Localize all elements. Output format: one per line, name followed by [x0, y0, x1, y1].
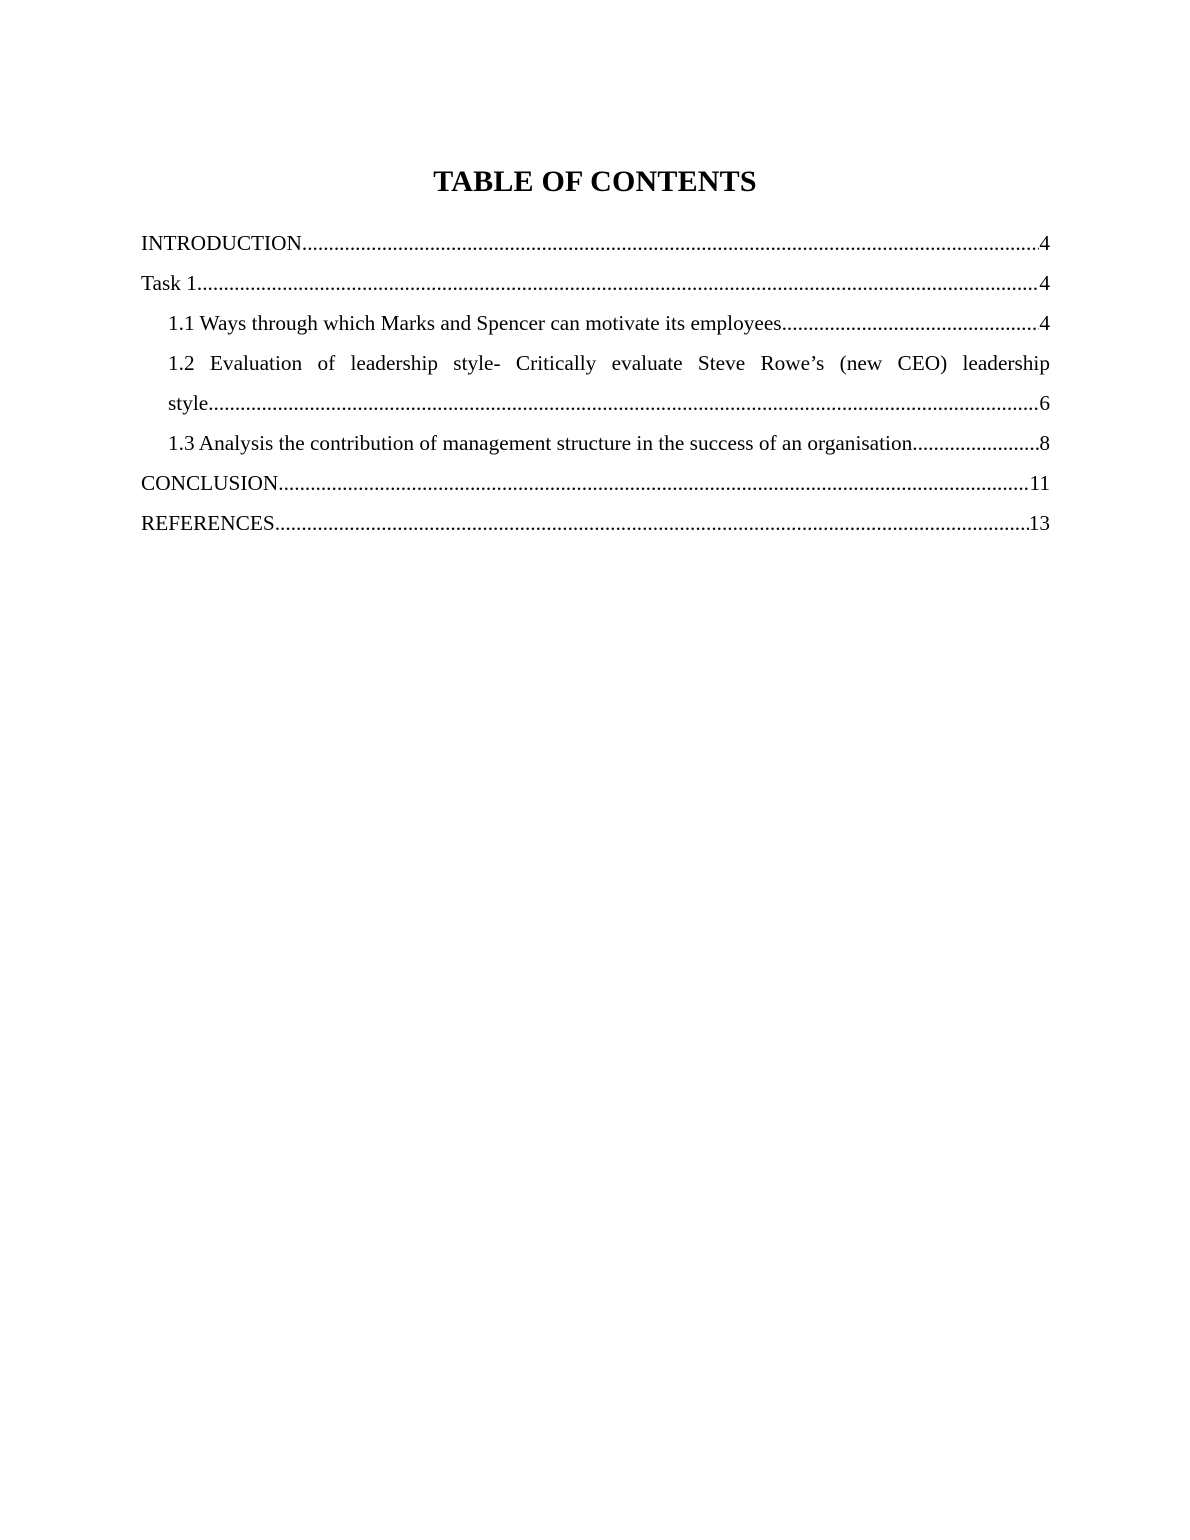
toc-entry-label: CONCLUSION — [141, 471, 279, 495]
toc-entry-references[interactable] — [141, 503, 1050, 543]
toc-entry-label: INTRODUCTION — [141, 231, 302, 255]
toc-entry-label-line-1: 1.2 Evaluation of leadership style- Critically evaluate Steve Rowe’s (new CEO) leadership — [168, 351, 1050, 375]
toc-entry-1-1[interactable] — [141, 303, 1050, 343]
toc-page-number: 4 — [1039, 231, 1050, 255]
toc-entry-task-1[interactable] — [141, 263, 1050, 303]
toc-leader-dots — [197, 263, 1039, 303]
toc-entry-1-2[interactable] — [141, 343, 1050, 423]
toc-page-number: 8 — [1039, 431, 1050, 455]
toc-entry-label-line-2: style — [168, 391, 209, 415]
toc-entry-introduction[interactable] — [141, 223, 1050, 263]
toc-page-number: 13 — [1028, 511, 1050, 535]
toc-page-number: 4 — [1039, 271, 1050, 295]
toc-entry-label: Task 1 — [141, 271, 197, 295]
toc-leader-dots — [208, 383, 1039, 423]
toc-leader-dots — [275, 503, 1029, 543]
toc-leader-dots — [912, 423, 1039, 463]
toc-leader-dots — [782, 303, 1040, 343]
toc-page-number: 4 — [1039, 311, 1050, 335]
toc-entry-1-3[interactable] — [141, 423, 1050, 463]
toc-leader-dots — [302, 223, 1039, 263]
table-of-contents — [141, 223, 1050, 543]
toc-page-number: 11 — [1029, 471, 1050, 495]
toc-entry-conclusion[interactable] — [141, 463, 1050, 503]
toc-entry-line-2 — [141, 383, 1050, 423]
toc-leader-dots — [278, 463, 1029, 503]
toc-entry-label: REFERENCES — [141, 511, 275, 535]
page-title: TABLE OF CONTENTS — [433, 165, 757, 198]
toc-page-number: 6 — [1039, 391, 1050, 415]
toc-entry-label: 1.1 Ways through which Marks and Spencer can motivate its employees — [168, 311, 782, 335]
toc-entry-label: 1.3 Analysis the contribution of management structure in the success of an organisation — [168, 431, 913, 455]
